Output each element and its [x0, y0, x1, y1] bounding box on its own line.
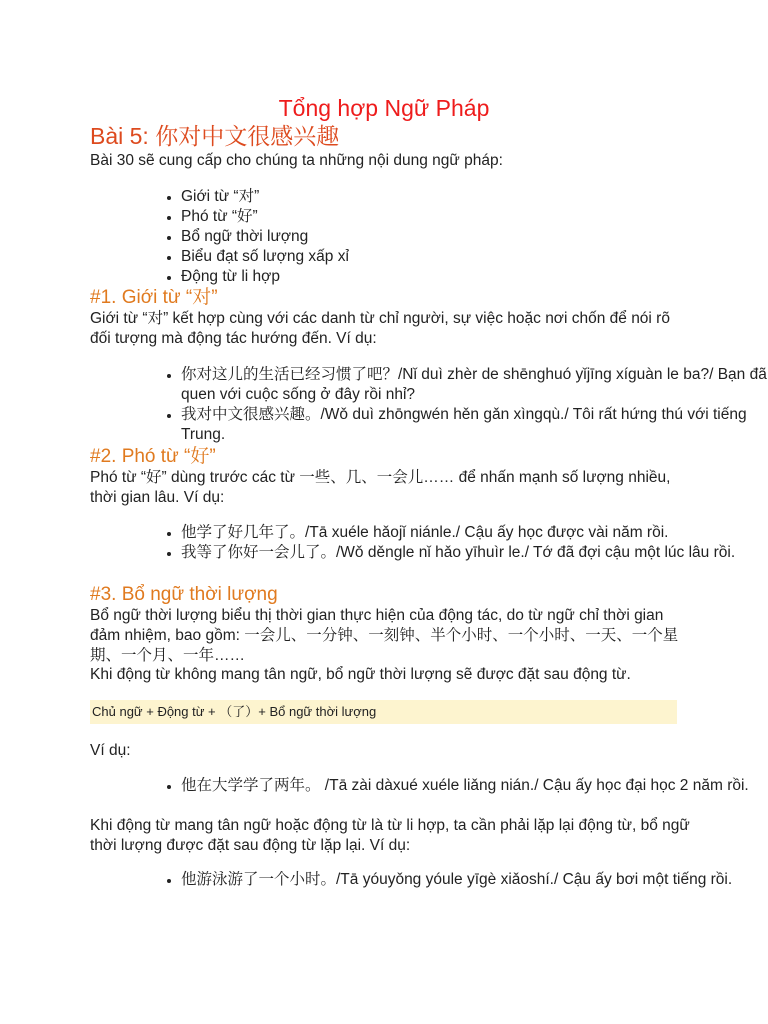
- intro-paragraph: Bài 30 sẽ cung cấp cho chúng ta những nội dung ngữ pháp:: [90, 152, 503, 169]
- section-heading: #3. Bổ ngữ thời lượng: [90, 584, 278, 605]
- example-item: • 他学了好几年了。/Tā xuéle hǎojǐ niánle./ Cậu ấy học được vài năm rồi.: [181, 523, 768, 543]
- topic-list: [90, 187, 768, 287]
- list-item: • Biểu đạt số lượng xấp xỉ: [181, 247, 768, 267]
- document-title: Tổng hợp Ngữ Pháp: [278, 95, 490, 121]
- example-item: • 我对中文很感兴趣。/Wǒ duì zhōngwén hěn gǎn xìngqù./ Tôi rất hứng thú với tiếng Trung.: [181, 405, 768, 445]
- lesson-heading: Bài 5: 你对中文很感兴趣: [90, 123, 340, 149]
- list-item: • Phó từ “好”: [181, 207, 768, 227]
- example-item: • 我等了你好一会儿了。/Wǒ děngle nǐ hǎo yīhuìr le./ Tớ đã đợi cậu một lúc lâu rồi.: [181, 543, 768, 563]
- list-item: • Bổ ngữ thời lượng: [181, 227, 768, 247]
- section-heading: #1. Giới từ “对”: [90, 287, 218, 308]
- section-paragraph: Bổ ngữ thời lượng biểu thị thời gian thực hiện của động tác, do từ ngữ chỉ thời gian đảm nhiệm, bao gồm: 一会儿、一分钟、一刻钟、半个小时、一个小时、一天、一个星期、一个月、一年……: [90, 607, 679, 664]
- example-list: [90, 776, 768, 796]
- example-label: Ví dụ:: [90, 742, 131, 759]
- example-list: [90, 365, 768, 445]
- example-list: [90, 523, 768, 563]
- formula-box: Chủ ngữ + Động từ + （了）+ Bổ ngữ thời lượng: [90, 700, 677, 724]
- section-heading: #2. Phó từ “好”: [90, 446, 216, 467]
- section-paragraph: Khi động từ không mang tân ngữ, bổ ngữ thời lượng sẽ được đặt sau động từ.: [90, 666, 631, 683]
- section-paragraph: Giới từ “对” kết hợp cùng với các danh từ chỉ người, sự việc hoặc nơi chốn để nói rõ đối tượng mà động tác hướng đến. Ví dụ:: [90, 310, 670, 347]
- section-paragraph: Phó từ “好” dùng trước các từ 一些、几、一会儿…… để nhấn mạnh số lượng nhiều, thời gian lâu. Ví dụ:: [90, 469, 671, 506]
- example-list: [90, 870, 768, 890]
- example-item: • 他游泳游了一个小时。/Tā yóuyǒng yóule yīgè xiǎoshí./ Cậu ấy bơi một tiếng rồi.: [181, 870, 768, 890]
- section-paragraph: Khi động từ mang tân ngữ hoặc động từ là từ li hợp, ta cần phải lặp lại động từ, bổ ngữ thời lượng được đặt sau động từ lặp lại. Ví dụ:: [90, 817, 690, 854]
- example-item: • 你对这儿的生活已经习惯了吧？/Nǐ duì zhèr de shēnghuó yǐjīng xíguàn le ba?/ Bạn đã quen với cuộc sống ở đây rồi nhỉ?: [181, 365, 768, 405]
- example-item: • 他在大学学了两年。 /Tā zài dàxué xuéle liǎng nián./ Cậu ấy học đại học 2 năm rồi.: [181, 776, 768, 796]
- list-item: • Động từ li hợp: [181, 267, 768, 287]
- list-item: • Giới từ “对”: [181, 187, 768, 207]
